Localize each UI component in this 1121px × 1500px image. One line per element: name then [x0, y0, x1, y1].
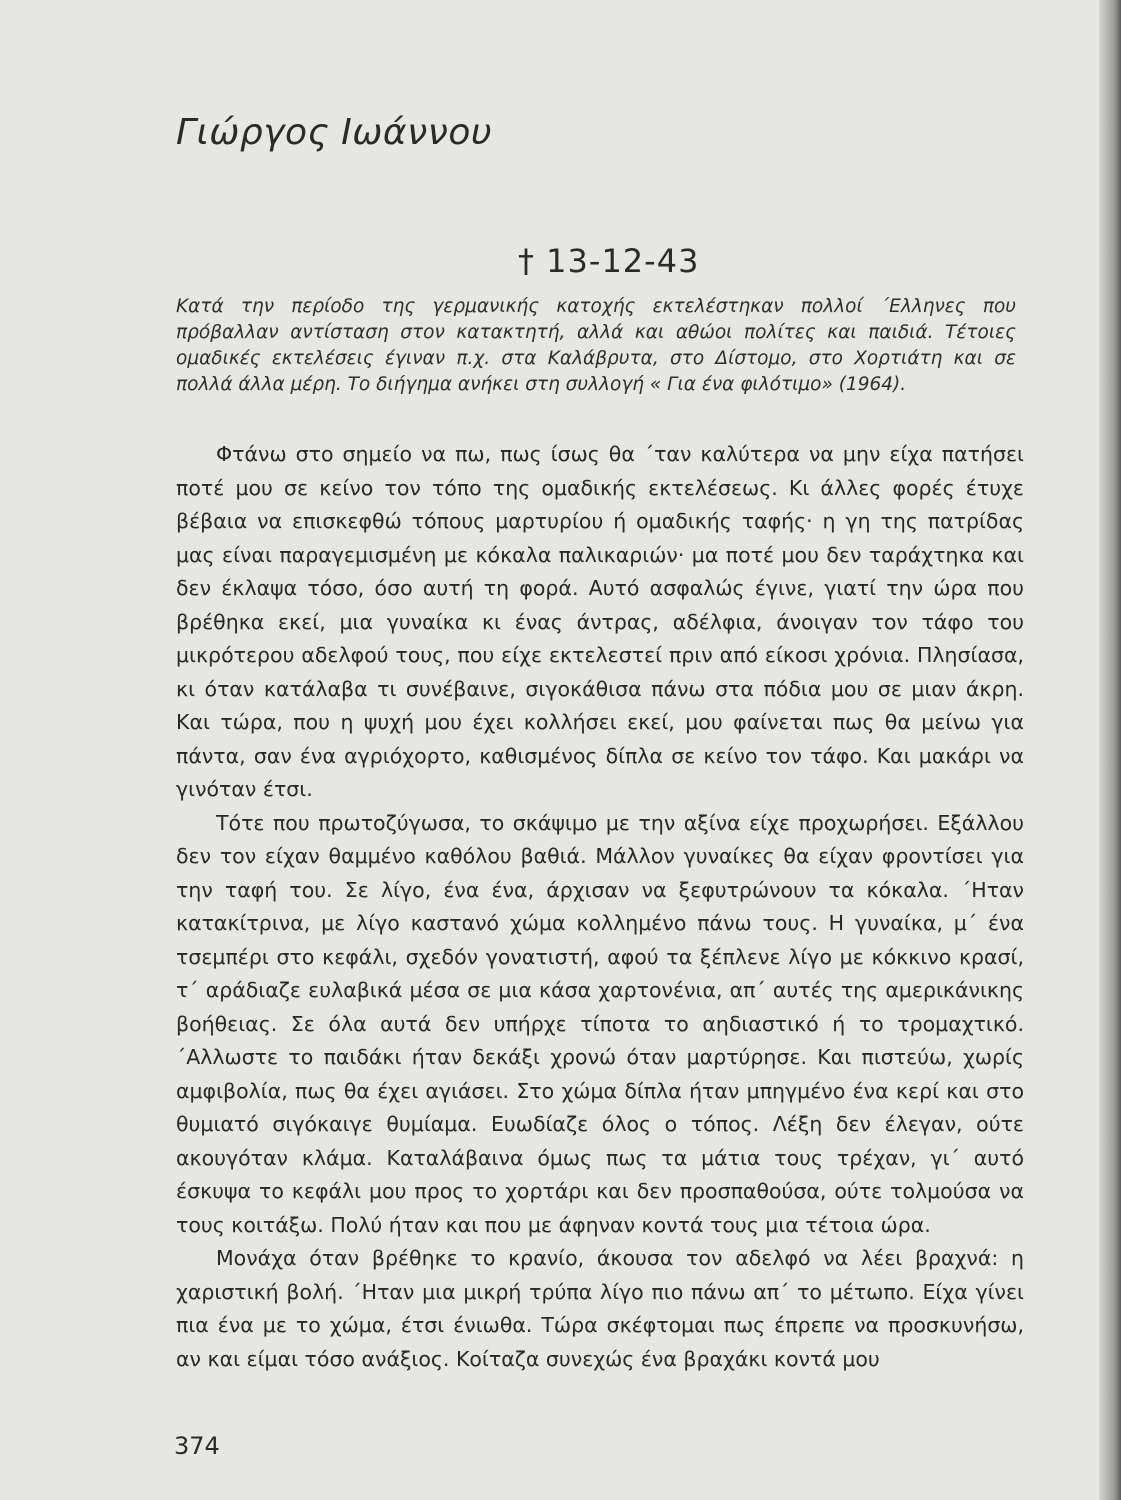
- page-number: 374: [174, 1432, 220, 1460]
- paragraph: Μονάχα όταν βρέθηκε το κρανίο, άκουσα τον αδελφό να λέει βραχνά: η χαριστική βολή. ΄Ηταν μια μικρή τρύπα λίγο πιο πάνω απ΄ το μέτωπο. Είχα γίνει πια ένα με το χώμα, έτσι ένιωθα. Τώρα σκέφτομαι πως έπρεπε να προσκυνήσω, αν και είμαι τόσο ανάξιος. Κοίταζα συνεχώς ένα βραχάκι κοντά μου: [176, 1246, 1024, 1371]
- story-title: † 13-12-43: [518, 242, 700, 280]
- paragraph: Τότε που πρωτοζύγωσα, το σκάψιμο με την αξίνα είχε προχωρήσει. Εξάλλου δεν τον είχαν θαμμένο καθόλου βαθιά. Μάλλον γυναίκες θα είχαν φροντίσει για την ταφή του. Σε λίγο, ένα ένα, άρχισαν να ξεφυτρώνουν τα κόκαλα. ΄Ηταν κατακίτρινα, με λίγο καστανό χώμα κολλημένο πάνω τους. Η γυναίκα, μ΄ ένα τσεμπέρι στο κεφάλι, σχεδόν γονατιστή, αφού τα ξέπλενε λίγο με κόκκινο κρασί, τ΄ αράδιαζε ευλαβικά μέσα σε μια κάσα χαρτονένια, απ΄ αυτές της αμερικάνικης βοήθειας. Σε όλα αυτά δεν υπήρχε τίποτα το αηδιαστικό ή το τρομαχτικό. ΄Αλλωστε το παιδάκι ήταν δεκάξι χρονώ όταν μαρτύρησε. Και πιστεύω, χωρίς αμφιβολία, πως θα έχει αγιάσει. Στο χώμα δίπλα ήταν μπηγμένο ένα κερί και στο θυμιατό σιγόκαιγε θυμίαμα. Ευωδίαζε όλος ο τόπος. Λέξη δεν έλεγαν, ούτε ακουγόταν κλάμα. Καταλάβαινα όμως πως τα μάτια τους τρέχαν, γι΄ αυτό έσκυψα το κεφάλι μου προς το χορτάρι και δεν προσπαθούσα, ούτε τολμούσα να τους κοιτάξω. Πολύ ήταν και που με άφηναν κοντά τους μια τέτοια ώρα.: [176, 810, 1024, 1237]
- author-name: Γιώργος Ιωάννου: [176, 112, 493, 153]
- intro-note: Κατά την περίοδο της γερμανικής κατοχής εκτελέστηκαν πολλοί ΄Ελληνες που πρόβαλλαν αντίσταση στον κατακτητή, αλλά και αθώοι πολίτες και παιδιά. Τέτοιες ομαδικές εκτελέσεις έγιναν π.χ. στα Καλάβρυτα, στο Δίστομο, στο Χορτιάτη και σε πολλά άλλα μέρη. Το διήγημα ανήκει στη συλλογή « Για ένα φιλότιμο» (1964).: [176, 296, 1016, 395]
- story-body: [176, 438, 1024, 1376]
- paragraph: Φτάνω στο σημείο να πω, πως ίσως θα ΄ταν καλύτερα να μην είχα πατήσει ποτέ μου σε κείνο τον τόπο της ομαδικής εκτελέσεως. Κι άλλες φορές έτυχε βέβαια να επισκεφθώ τόπους μαρτυρίου ή ομαδικής ταφής· η γη της πατρίδας μας είναι παραγεμισμένη με κόκαλα παλικαριών· μα ποτέ μου δεν ταράχτηκα και δεν έκλαψα τόσο, όσο αυτή τη φορά. Αυτό ασφαλώς έγινε, γιατί την ώρα που βρέθηκα εκεί, μια γυναίκα κι ένας άντρας, αδέλφια, άνοιγαν τον τάφο του μικρότερου αδελφού τους, που είχε εκτελεστεί πριν από είκοσι χρόνια. Πλησίασα, κι όταν κατάλαβα τι συνέβαινε, σιγοκάθισα πάνω στα πόδια μου σε μιαν άκρη. Και τώρα, που η ψυχή μου έχει κολλήσει εκεί, μου φαίνεται πως θα μείνω για πάντα, σαν ένα αγριόχορτο, καθισμένος δίπλα σε κείνο τον τάφο. Και μακάρι να γινόταν έτσι.: [176, 442, 1024, 801]
- page-edge-shadow: [1099, 0, 1121, 1500]
